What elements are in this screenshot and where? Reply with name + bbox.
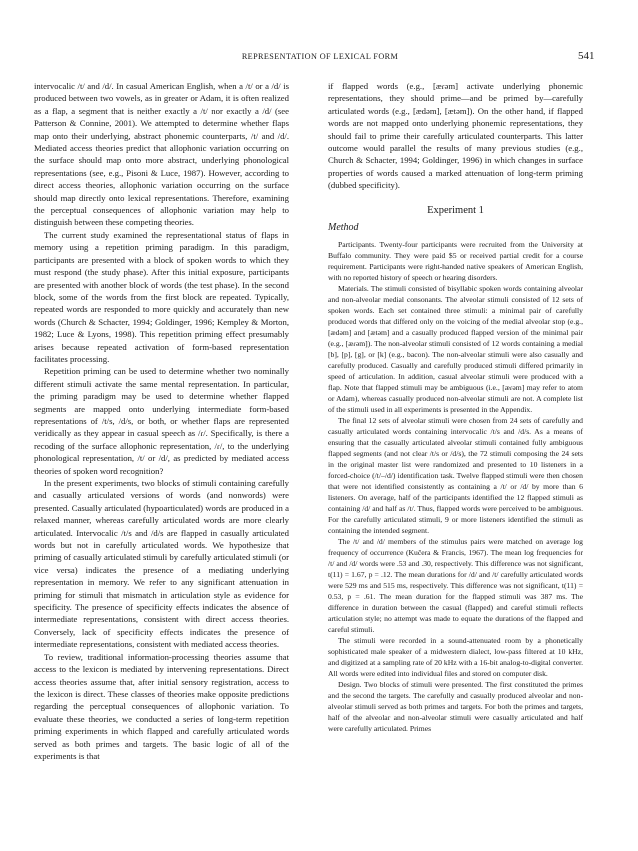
paragraph: The current study examined the representational status of flaps in memory using a repetition priming paradigm. In this paradigm, participants are presented with a block of spoken words to which they must respond (the study phase). After this initial exposure, participants are presented with another block of words (the test phase). In the second block, some of the words from the first block are repeated. Typically, repeated words are responded to more quickly and accurately than new words (Church & Schacter, 1994; Goldinger, 1996; Kempley & Morton, 1982; Luce & Lyons, 1998). This repetition priming effect presumably arises because repeated activation of form-based representation facilitates processing. bbox=[34, 229, 289, 364]
design-paragraph: Design. Two blocks of stimuli were presented. The first constituted the primes and the second the targets. The carefully and casually produced alveolar and non-alveolar stimuli served as both primes and targets. For both the primes and targets, half of the alveolar and non-alveolar stimuli were casually articulated and half were carefully articulated. Primes bbox=[328, 679, 583, 733]
right-column bbox=[328, 80, 583, 734]
subsection-heading: Method bbox=[328, 221, 359, 233]
page-number: 541 bbox=[578, 50, 595, 62]
running-title: REPRESENTATION OF LEXICAL FORM bbox=[241, 52, 399, 61]
participants-paragraph: Participants. Twenty-four participants were recruited from the University at Buffalo community. They were paid $5 or received partial credit for a course requirement. Participants were right-handed native speakers of American English, with no reported history of speech or hearing disorders. bbox=[328, 239, 583, 282]
paragraph: The final 12 sets of alveolar stimuli were chosen from 24 sets of carefully and casually articulated words containing intervocalic /t/s and /d/s. As a means of ensuring that the casually articulated alveolar stimuli contained fully ambiguous flapped segments (and not clear /t/s or /d/s), the 72 stimuli composing the 24 sets in the original master list were randomized and presented to 10 listeners in a forced-choice (/t/–/d/) identification task. Twelve flapped stimuli were then chosen that were not identified consistently as containing a /t/ or /d/ by more than 6 listeners. On average, half of the participants identified the 12 flapped stimuli as containing /d/ and half as /t/. Thus, flapped words were perceived to be ambiguous. For the carefully articulated stimuli, 9 or more listeners identified the stimuli as containing the intended segment. bbox=[328, 415, 583, 535]
materials-paragraph: Materials. The stimuli consisted of bisyllabic spoken words containing alveolar and non-alveolar medial consonants. The alveolar stimuli consisted of 12 sets of spoken words. Each set contained three stimuli: a minimal pair of carefully produced words that differed only on the voicing of the medial alveolar stop (e.g., [ædəm] and [ætəm] and a casually produced flapped version of the minimal pair (e.g., [æɾəm]). The non-alveolar stimuli consisted of 12 words containing a medial [b], [p], [g], or [k] (e.g., bacon). The non-alveolar stimuli were also casually and carefully produced. Casually and carefully produced stimuli differed primarily in speed of articulation. In addition, casual alveolar stimuli were produced with a flap. Note that flapped stimuli may be ambiguous (i.e., [æɾəm] may refer to atom or Adam), whereas casually produced non-alveolar stimuli are not. A complete list of the stimuli used in all experiments is presented in the Appendix. bbox=[328, 283, 583, 414]
paragraph: The stimuli were recorded in a sound-attenuated room by a phonetically sophisticated male speaker of a midwestern dialect, low-pass filtered at 10 kHz, and digitized at a sampling rate of 20 kHz with a 16-bit analog-to-digital converter. All words were edited into individual files and stored on computer disk. bbox=[328, 635, 583, 678]
paragraph: The /t/ and /d/ members of the stimulus pairs were matched on average log frequency of occurrence (Kučera & Francis, 1967). The mean log frequencies for /t/ and /d/ words were .53 and .30, respectively. This difference was not significant, t(11) = 1.67, p = .12. The mean durations for /d/ and /t/ carefully articulated words were 529 ms and 515 ms, respectively. This difference was not significant, t(11) = 0.53, p = .61. The mean duration for the flapped stimuli was 387 ms. The difference in duration between the casual (flapped) and careful stimuli reflects articulation style; no attempt was made to equate the durations of the flapped and careful stimuli. bbox=[328, 536, 583, 634]
paragraph: To review, traditional information-processing theories assume that access to the lexicon is mediated by intervening representations. Direct access theories assume that, after initial sensory registration, access to the lexicon is direct. These classes of theories make opposite predictions regarding the perceptual consequences of allophonic variation. To evaluate these theories, we conducted a series of long-term repetition priming experiments in which flapped and carefully articulated words served as both primes and targets. The basic logic of all of the experiments is that bbox=[34, 651, 289, 761]
paragraph: intervocalic /t/ and /d/. In casual American English, when a /t/ or a /d/ is produced between two vowels, as in greater or Adam, it is often realized as a flap, a segment that is neither exactly a /t/ nor exactly a /d/ (see Patterson & Connine, 2001). We attempted to determine whether flaps map onto their underlying, abstract phonemic counterparts, /t/ and /d/. Mediated access theories predict that allophonic variation occurring on the surface should map onto more abstract, underlying phonological representations (see, e.g., Pisoni & Luce, 1987). However, according to direct access theories, allophonic variation occurring on the surface should map directly onto lexical representations. Therefore, examining the perceptual consequences of allophonic variation may help to distinguish between these competing theories. bbox=[34, 81, 289, 228]
left-column bbox=[34, 80, 289, 762]
paragraph: In the present experiments, two blocks of stimuli containing carefully and casually articulated versions of words (and nonwords) were presented. Casually articulated (hypoarticulated) words are produced in a relaxed manner, whereas carefully articulated words are more clearly articulated. Intervocalic /t/s and /d/s are flapped in casually articulated words but not in carefully articulated words. We hypothesize that priming of casually articulated stimuli by carefully articulated stimuli (or vice versa) indicates the presence of a mediating underlying representation in memory. We refer to any significant attenuation in priming for stimuli that mismatch in articulation style as evidence for specificity. The presence of specificity effects indicates the absence of intermediate representations, consistent with direct access theories. Conversely, lack of specificity effects indicates the presence of intermediate representations, consistent with mediated access theories. bbox=[34, 478, 289, 650]
paragraph: Repetition priming can be used to determine whether two nominally different stimuli activate the same mental representation. In particular, the priming paradigm may be used to determine whether flapped segments are mapped onto underlying intermediate form-based representations of /t/s, /d/s, or both, or whether flaps are represented veridically as they appear in casual speech as /ɾ/. Specifically, is there a recoding of the surface allophonic representation, /ɾ/, to the underlying phonological representation, /t/ or /d/, as predicted by mediated access theories of spoken word recognition? bbox=[34, 366, 289, 476]
section-heading: Experiment 1 bbox=[427, 204, 484, 216]
paragraph: if flapped words (e.g., [æɾəm] activate underlying phonemic representations, they should prime—and be primed by—carefully articulated words (e.g., [ædəm], [ætəm]). On the other hand, if flapped words are not mapped onto underlying phonemic representations, they should fail to prime their carefully articulated counterparts. This latter outcome would parallel the results of many previous studies (e.g., Church & Schacter, 1994; Goldinger, 1996) in which changes in surface properties of words caused a marked attenuation of long-term priming (dubbed specificity). bbox=[328, 81, 583, 191]
